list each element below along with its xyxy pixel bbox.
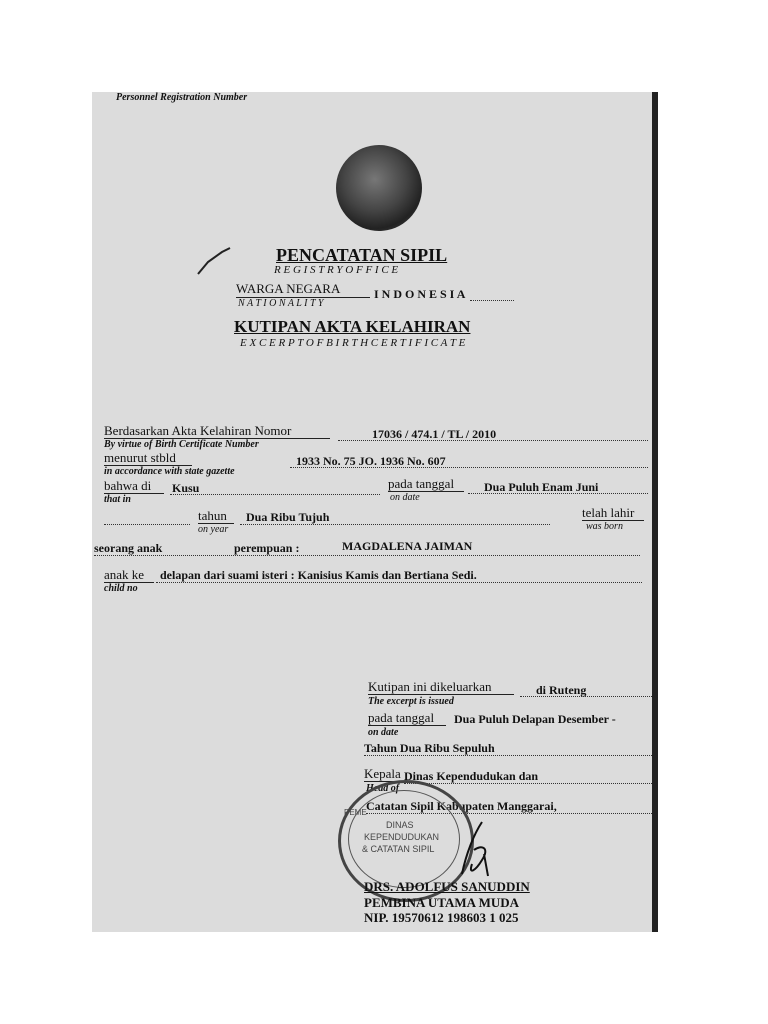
stbld-dots (290, 467, 648, 468)
child-name-dots (94, 555, 640, 556)
child-number-label-en: child no (104, 583, 138, 594)
birth-date-value: Dua Puluh Enam Juni (484, 480, 599, 494)
paper-edge (652, 92, 658, 932)
head-value-line2: Catatan Sipil Kabupaten Manggarai, (366, 799, 557, 813)
child-number-value: delapan dari suami isteri : Kanisius Kamis dan Bertiana Sedi. (160, 568, 477, 582)
birth-place-dots (170, 494, 380, 495)
issue-place-underline (368, 694, 514, 695)
child-prefix: seorang anak (94, 541, 163, 555)
issue-year-dots (364, 755, 652, 756)
issue-place-label: Kutipan ini dikeluarkan (368, 679, 492, 694)
nationality-label-en: N A T I O N A L I T Y (238, 298, 324, 309)
issue-place-dots (520, 696, 652, 697)
stamp-text-line1: DINAS (386, 820, 414, 830)
document-title: KUTIPAN AKTA KELAHIRAN (234, 317, 471, 336)
official-name: DRS. ADOLFUS SANUDDIN (364, 879, 530, 894)
stbld-label: menurut stbld (104, 450, 176, 465)
cert-number-dots (338, 440, 648, 441)
head-label: Kepala (364, 766, 401, 781)
nationality-label: WARGA NEGARA (236, 281, 341, 296)
birth-date-label: pada tanggal (388, 476, 455, 491)
stbld-value: 1933 No. 75 JO. 1936 No. 607 (296, 454, 446, 468)
issue-place-label-en: The excerpt is issued (368, 696, 454, 707)
stamp-text-line3: & CATATAN SIPIL (362, 844, 435, 854)
stamp-text-line2: KEPENDUDUKAN (364, 832, 440, 842)
stbld-label-en: in accordance with state gazette (104, 466, 235, 477)
stamp-arc-text: PEME (344, 808, 367, 817)
office-title: PENCATATAN SIPIL (276, 245, 448, 265)
child-gender: perempuan : (234, 541, 300, 555)
cert-number-label-en: By virtue of Birth Certificate Number (104, 439, 259, 450)
issue-date-value: Dua Puluh Delapan Desember - (454, 712, 616, 726)
birth-year-label-en: on year (198, 524, 229, 535)
garuda-emblem-icon (336, 145, 422, 231)
issue-place-value: di Ruteng (536, 683, 587, 697)
birth-place-label: bahwa di (104, 478, 152, 493)
office-title-en: R E G I S T R Y O F F I C E (274, 264, 399, 276)
birth-date-dots (468, 493, 648, 494)
head-value-line1: Dinas Kependudukan dan (404, 769, 539, 783)
birth-place-value: Kusu (172, 481, 200, 495)
birth-place-label-en: that in (104, 494, 131, 505)
child-number-label: anak ke (104, 567, 145, 582)
birth-year-value: Dua Ribu Tujuh (246, 510, 330, 524)
signature-icon (452, 814, 496, 884)
was-born-label: telah lahir (582, 505, 635, 520)
issue-date-label-en: on date (368, 727, 399, 738)
birth-year-label: tahun (198, 508, 227, 523)
nationality-value: I N D O N E S I A (374, 287, 466, 301)
cert-number-value: 17036 / 474.1 / TL / 2010 (372, 427, 497, 441)
personnel-registration-label: Personnel Registration Number (116, 92, 248, 103)
head-value-dots (404, 783, 652, 784)
official-rank: PEMBINA UTAMA MUDA (364, 895, 520, 910)
was-born-label-en: was born (586, 521, 623, 532)
child-number-dots (156, 582, 642, 583)
cert-number-label: Berdasarkan Akta Kelahiran Nomor (104, 423, 292, 438)
issue-date-label: pada tanggal (368, 710, 435, 725)
birth-year-dots (240, 524, 550, 525)
pen-mark-icon (196, 246, 232, 276)
official-nip: NIP. 19570612 198603 1 025 (364, 910, 519, 925)
child-name: MAGDALENA JAIMAN (342, 539, 473, 553)
issue-year-value: Tahun Dua Ribu Sepuluh (364, 741, 495, 755)
document-title-en: E X C E R P T O F B I R T H C E R T I F I C A T E (240, 337, 466, 349)
year-leading-dots (104, 524, 190, 525)
head-label-en: Head of (366, 783, 400, 794)
nationality-dots (470, 300, 514, 301)
birth-date-label-en: on date (390, 492, 420, 503)
issue-date-underline (368, 725, 446, 726)
